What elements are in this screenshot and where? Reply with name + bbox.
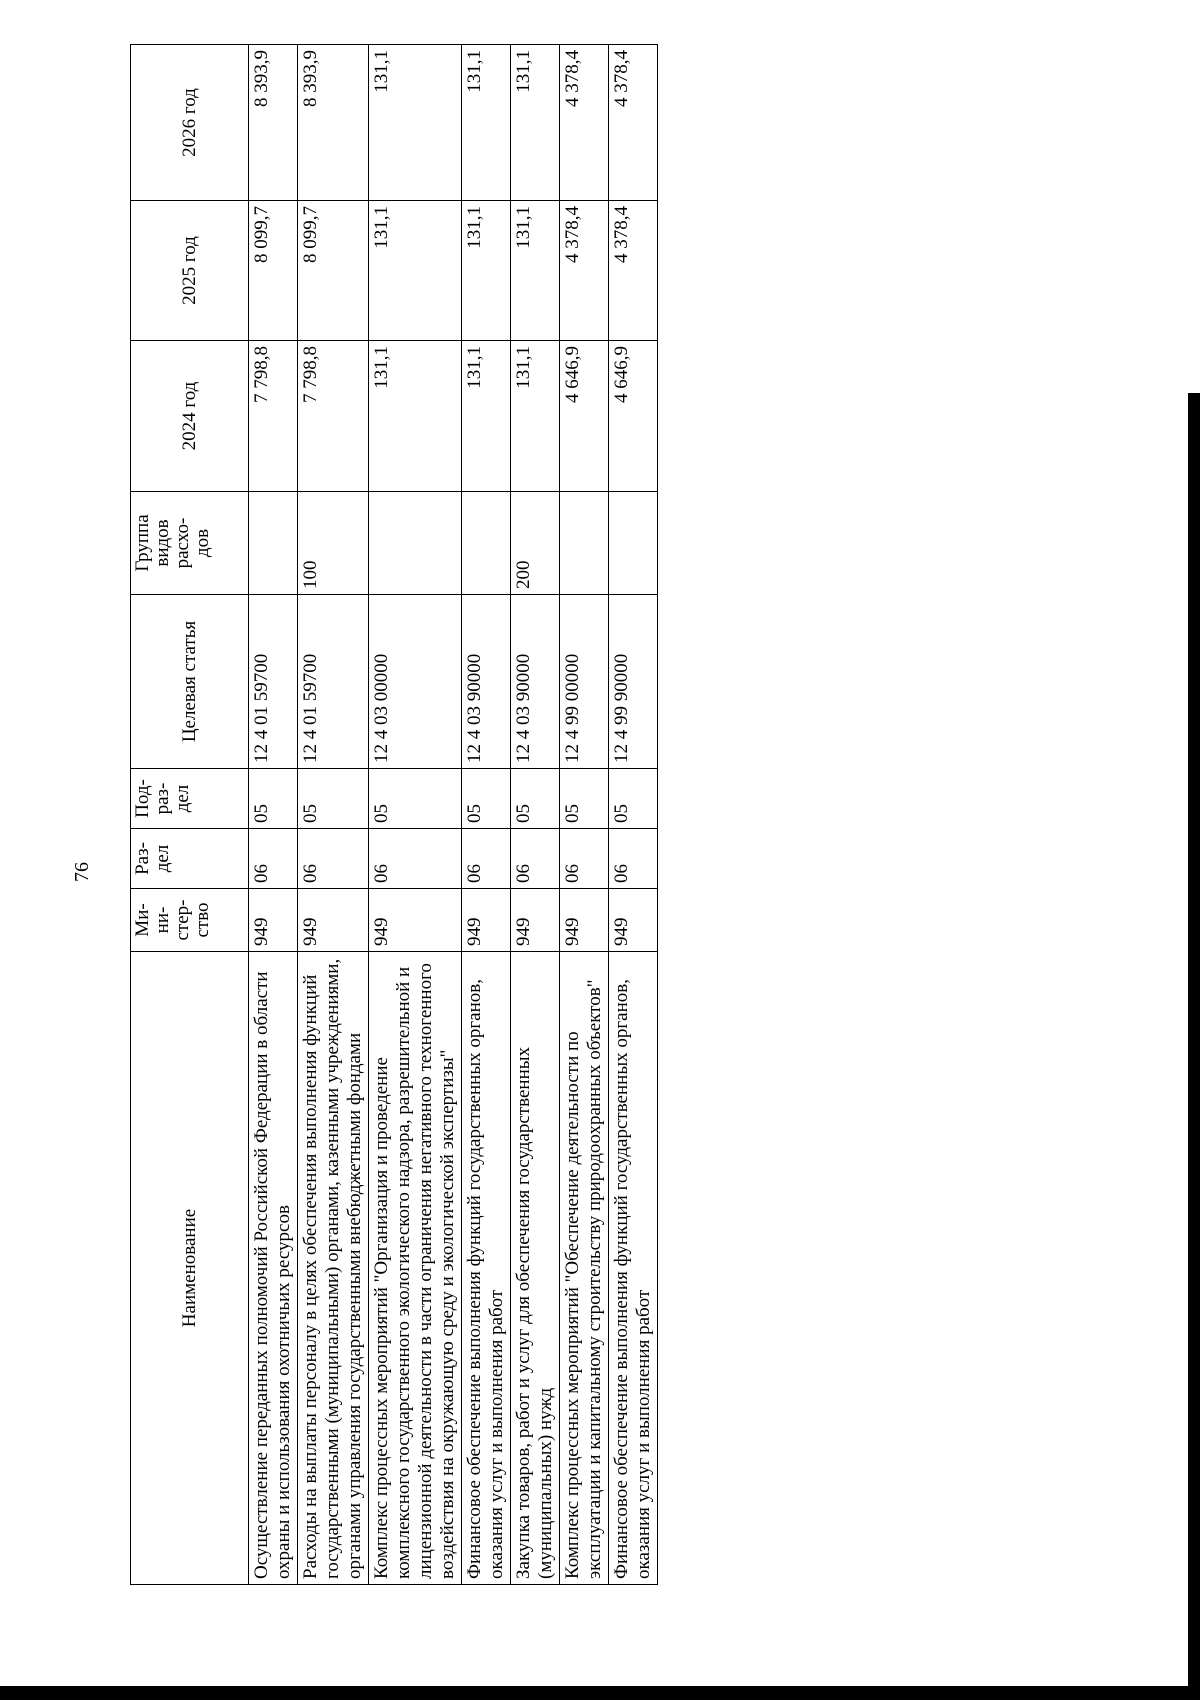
row-2025: 8 099,7 — [249, 201, 298, 341]
row-2024: 131,1 — [511, 341, 560, 492]
row-2026: 4 378,4 — [609, 45, 658, 201]
row-section: 06 — [298, 829, 369, 889]
row-expense-group — [609, 492, 658, 595]
row-name: Финансовое обеспечение выполнения функций государственных органов, оказания услуг и выполнения работ — [609, 952, 658, 1585]
row-2026: 8 393,9 — [298, 45, 369, 201]
table-row — [249, 45, 298, 1585]
header-section: Раз- дел — [131, 829, 249, 889]
row-target-article: 12 4 03 90000 — [511, 595, 560, 769]
budget-table — [130, 44, 658, 1585]
row-2024: 7 798,8 — [249, 341, 298, 492]
header-2026: 2026 год — [131, 45, 249, 201]
row-name: Расходы на выплаты персоналу в целях обеспечения выполнения функций государственными (муниципальными) органами, казенными учреждениями, органами управления государственными внебюджетными фондами — [298, 952, 369, 1585]
header-expense-group: Группа видов расхо- дов — [131, 492, 249, 595]
table-row — [369, 45, 462, 1585]
row-section: 06 — [369, 829, 462, 889]
header-target-article: Целевая статья — [131, 595, 249, 769]
header-2025: 2025 год — [131, 201, 249, 341]
header-ministry: Ми- ни- стер- ство — [131, 889, 249, 952]
header-2024: 2024 год — [131, 341, 249, 492]
row-2024: 131,1 — [369, 341, 462, 492]
row-expense-group — [462, 492, 511, 595]
row-2024: 131,1 — [462, 341, 511, 492]
table-row — [298, 45, 369, 1585]
row-expense-group: 100 — [298, 492, 369, 595]
row-target-article: 12 4 01 59700 — [249, 595, 298, 769]
row-ministry: 949 — [609, 889, 658, 952]
row-2025: 131,1 — [369, 201, 462, 341]
row-subsection: 05 — [462, 769, 511, 829]
row-2025: 131,1 — [462, 201, 511, 341]
row-ministry: 949 — [560, 889, 609, 952]
table-header-row — [131, 45, 249, 1585]
row-ministry: 949 — [462, 889, 511, 952]
row-name: Закупка товаров, работ и услуг для обеспечения государственных (муниципальных) нужд — [511, 952, 560, 1585]
scan-edge-right — [1188, 393, 1200, 1700]
row-2025: 8 099,7 — [298, 201, 369, 341]
row-expense-group: 200 — [511, 492, 560, 595]
row-ministry: 949 — [249, 889, 298, 952]
row-target-article: 12 4 99 90000 — [609, 595, 658, 769]
row-name: Осуществление переданных полномочий Российской Федерации в области охраны и использования охотничьих ресурсов — [249, 952, 298, 1585]
row-expense-group — [369, 492, 462, 595]
row-subsection: 05 — [511, 769, 560, 829]
table-row — [560, 45, 609, 1585]
row-2024: 4 646,9 — [609, 341, 658, 492]
row-subsection: 05 — [560, 769, 609, 829]
table-row — [609, 45, 658, 1585]
row-target-article: 12 4 03 00000 — [369, 595, 462, 769]
scan-edge-bottom — [0, 1686, 1200, 1700]
row-2026: 131,1 — [511, 45, 560, 201]
row-2026: 131,1 — [369, 45, 462, 201]
row-ministry: 949 — [511, 889, 560, 952]
row-2024: 7 798,8 — [298, 341, 369, 492]
row-section: 06 — [462, 829, 511, 889]
row-ministry: 949 — [298, 889, 369, 952]
table-row — [462, 45, 511, 1585]
row-subsection: 05 — [369, 769, 462, 829]
row-ministry: 949 — [369, 889, 462, 952]
row-2026: 4 378,4 — [560, 45, 609, 201]
row-subsection: 05 — [298, 769, 369, 829]
row-2026: 131,1 — [462, 45, 511, 201]
row-subsection: 05 — [609, 769, 658, 829]
row-expense-group — [560, 492, 609, 595]
row-2025: 4 378,4 — [609, 201, 658, 341]
table-row — [511, 45, 560, 1585]
row-expense-group — [249, 492, 298, 595]
row-target-article: 12 4 03 90000 — [462, 595, 511, 769]
row-name: Финансовое обеспечение выполнения функций государственных органов, оказания услуг и выполнения работ — [462, 952, 511, 1585]
header-subsection: Под- раз- дел — [131, 769, 249, 829]
row-name: Комплекс процессных мероприятий "Организация и проведение комплексного государственного экологического надзора, разрешительной и лицензионной деятельности в части ограничения негативного техногенного воздействия на окружающую среду и экологической экспертизы" — [369, 952, 462, 1585]
rotated-table-wrapper — [130, 45, 1025, 1585]
row-target-article: 12 4 01 59700 — [298, 595, 369, 769]
row-2026: 8 393,9 — [249, 45, 298, 201]
row-2024: 4 646,9 — [560, 341, 609, 492]
row-target-article: 12 4 99 00000 — [560, 595, 609, 769]
header-name: Наименование — [131, 952, 249, 1585]
row-section: 06 — [609, 829, 658, 889]
row-2025: 131,1 — [511, 201, 560, 341]
row-2025: 4 378,4 — [560, 201, 609, 341]
row-section: 06 — [560, 829, 609, 889]
row-section: 06 — [511, 829, 560, 889]
page-number: 76 — [71, 862, 93, 882]
row-name: Комплекс процессных мероприятий "Обеспечение деятельности по эксплуатации и капитальному строительству природоохранных объектов" — [560, 952, 609, 1585]
row-section: 06 — [249, 829, 298, 889]
row-subsection: 05 — [249, 769, 298, 829]
